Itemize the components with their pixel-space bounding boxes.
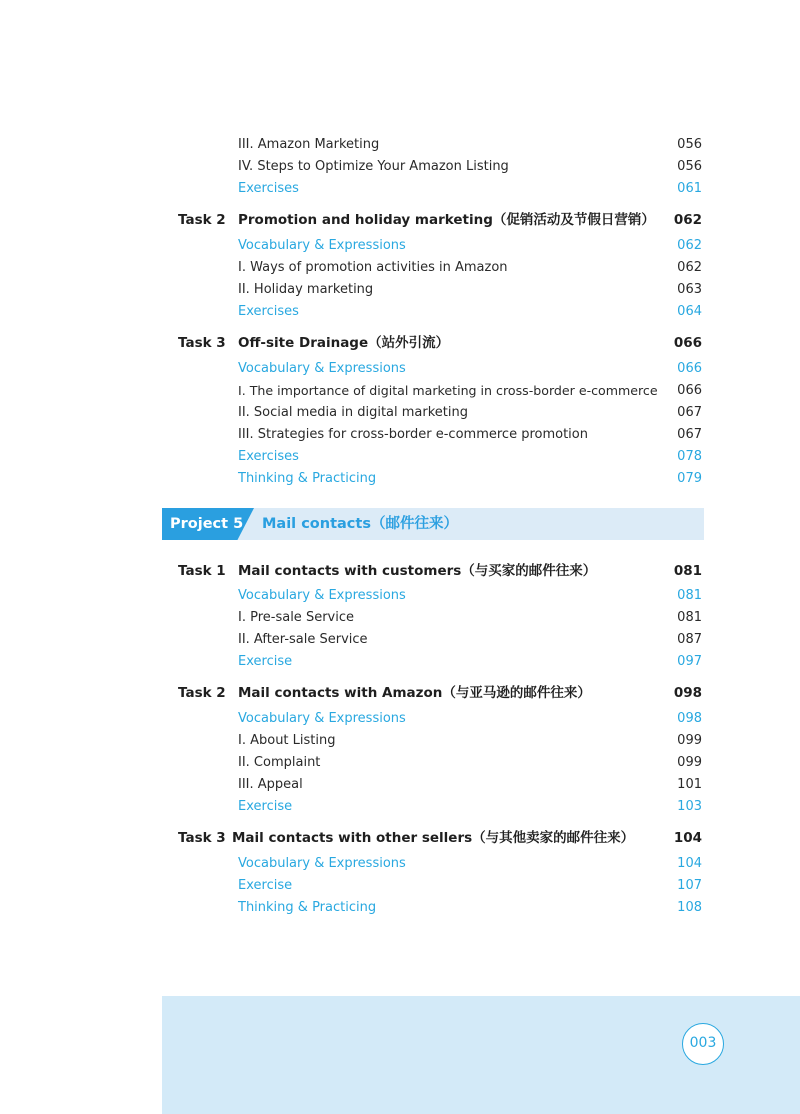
toc-entry[interactable] [0, 796, 800, 818]
toc-entry[interactable] [0, 875, 800, 897]
toc-entry[interactable] [0, 897, 800, 919]
entry-page: 062 [677, 238, 702, 253]
entry-label: Thinking & Practicing [238, 900, 377, 915]
toc-entry[interactable] [0, 380, 800, 402]
entry-label: II. After-sale Service [238, 632, 368, 647]
toc-entry[interactable] [0, 774, 800, 796]
entry-page: 063 [677, 282, 702, 297]
entry-label: Exercises [238, 449, 299, 464]
task-number: Task 3 [178, 335, 226, 351]
entry-page: 056 [677, 159, 702, 174]
entry-label: II. Complaint [238, 755, 321, 770]
toc-entry[interactable] [0, 629, 800, 651]
entry-page: 099 [677, 755, 702, 770]
entry-page: 079 [677, 471, 702, 486]
task-title: Mail contacts with other sellers（与其他卖家的邮件往来） [232, 830, 635, 846]
task-number: Task 2 [178, 685, 226, 701]
entry-page: 103 [677, 799, 702, 814]
task-title: Mail contacts with customers（与买家的邮件往来） [238, 563, 597, 579]
entry-page: 067 [677, 405, 702, 420]
entry-page: 081 [677, 588, 702, 603]
entry-label: Vocabulary & Expressions [238, 711, 406, 726]
toc-entry[interactable] [0, 279, 800, 301]
entry-page: 066 [677, 361, 702, 376]
page-number: 003 [682, 1023, 724, 1065]
toc-entry[interactable] [0, 708, 800, 730]
project-title: Mail contacts（邮件往来） [262, 516, 458, 532]
entry-label: I. The importance of digital marketing in cross-border e-commerce [238, 383, 658, 398]
toc-entry[interactable] [0, 446, 800, 468]
toc-entry[interactable] [0, 651, 800, 673]
toc-entry[interactable] [0, 424, 800, 446]
entry-label: I. Pre-sale Service [238, 610, 354, 625]
toc-entry[interactable] [0, 156, 800, 178]
task-heading[interactable] [0, 560, 800, 582]
toc-entry[interactable] [0, 730, 800, 752]
entry-page: 062 [677, 260, 702, 275]
task-title: Promotion and holiday marketing（促销活动及节假日营销） [238, 212, 655, 228]
toc-entry[interactable] [0, 853, 800, 875]
task-heading[interactable] [0, 332, 800, 354]
entry-label: Thinking & Practicing [238, 471, 377, 486]
toc-entry[interactable] [0, 134, 800, 156]
toc-entry[interactable] [0, 468, 800, 490]
task-page: 066 [673, 335, 702, 351]
entry-label: Vocabulary & Expressions [238, 238, 406, 253]
entry-label: III. Amazon Marketing [238, 137, 380, 152]
entry-page: 098 [677, 711, 702, 726]
entry-page: 104 [677, 856, 702, 871]
entry-label: III. Appeal [238, 777, 303, 792]
entry-label: II. Social media in digital marketing [238, 405, 468, 420]
entry-label: IV. Steps to Optimize Your Amazon Listing [238, 159, 509, 174]
entry-label: Exercises [238, 181, 299, 196]
entry-label: I. Ways of promotion activities in Amazon [238, 260, 508, 275]
entry-label: II. Holiday marketing [238, 282, 374, 297]
entry-page: 087 [677, 632, 702, 647]
entry-page: 081 [677, 610, 702, 625]
task-number: Task 3 [178, 830, 226, 846]
entry-page: 078 [677, 449, 702, 464]
toc-entry[interactable] [0, 301, 800, 323]
entry-page: 066 [677, 383, 702, 398]
toc-entry[interactable] [0, 235, 800, 257]
entry-label: Vocabulary & Expressions [238, 856, 406, 871]
task-page: 062 [673, 212, 702, 228]
toc-entry[interactable] [0, 257, 800, 279]
entry-page: 067 [677, 427, 702, 442]
toc-entry[interactable] [0, 402, 800, 424]
entry-page: 064 [677, 304, 702, 319]
task-heading[interactable] [0, 209, 800, 231]
task-number: Task 2 [178, 212, 226, 228]
toc-entry[interactable] [0, 585, 800, 607]
entry-page: 101 [677, 777, 702, 792]
toc-entry[interactable] [0, 752, 800, 774]
entry-page: 097 [677, 654, 702, 669]
entry-label: Exercise [238, 654, 293, 669]
task-title: Off-site Drainage（站外引流） [238, 335, 450, 351]
task-heading[interactable] [0, 827, 800, 849]
entry-page: 056 [677, 137, 702, 152]
task-page: 098 [673, 685, 702, 701]
toc-entry[interactable] [0, 607, 800, 629]
task-heading[interactable] [0, 682, 800, 704]
entry-label: Vocabulary & Expressions [238, 361, 406, 376]
task-page: 081 [673, 563, 702, 579]
task-page: 104 [673, 830, 702, 846]
entry-label: Exercise [238, 878, 293, 893]
entry-label: Exercises [238, 304, 299, 319]
project-header[interactable] [162, 508, 704, 540]
toc-entry[interactable] [0, 358, 800, 380]
entry-label: Vocabulary & Expressions [238, 588, 406, 603]
entry-page: 107 [677, 878, 702, 893]
task-number: Task 1 [178, 563, 226, 579]
toc-entry-exercises[interactable] [0, 178, 800, 200]
task-title: Mail contacts with Amazon（与亚马逊的邮件往来） [238, 685, 591, 701]
entry-page: 099 [677, 733, 702, 748]
entry-label: I. About Listing [238, 733, 336, 748]
project-number: Project 5 [170, 516, 244, 532]
entry-page: 061 [677, 181, 702, 196]
entry-label: Exercise [238, 799, 293, 814]
entry-page: 108 [677, 900, 702, 915]
entry-label: III. Strategies for cross-border e-commerce promotion [238, 427, 588, 442]
